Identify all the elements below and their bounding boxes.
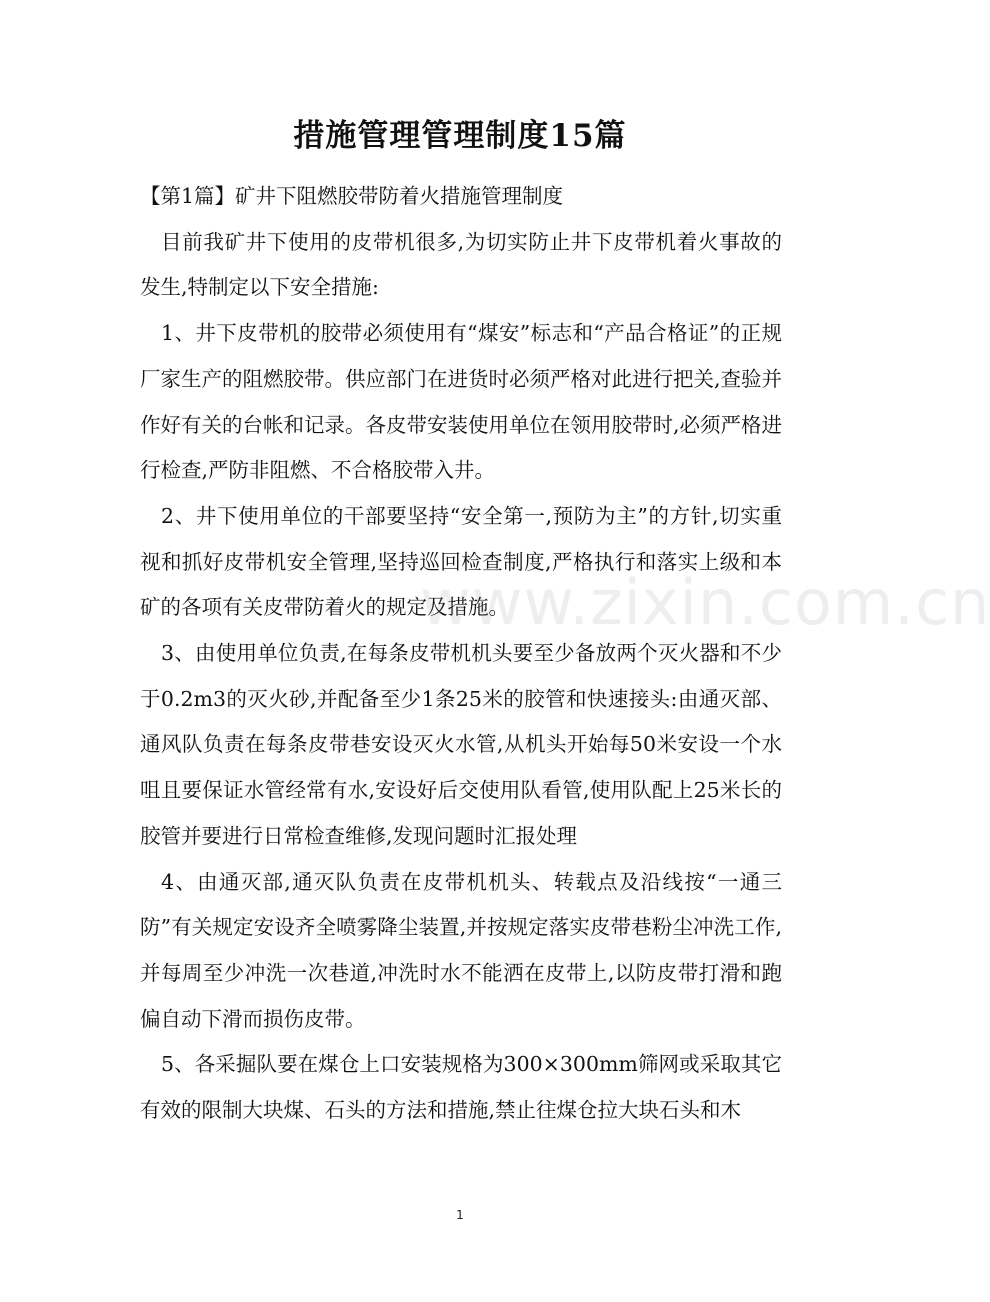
document-body bbox=[140, 174, 782, 1134]
paragraph-item-4: 4、由通灭部,通灭队负责在皮带机机头、转载点及沿线按“一通三防”有关规定安设齐全喷雾降尘装置,并按规定落实皮带巷粉尘冲洗工作,并每周至少冲洗一次巷道,冲洗时水不能洒在皮带上,以防皮带打滑和跑偏自动下滑而损伤皮带。 bbox=[140, 869, 782, 1031]
paragraph-item-3: 3、由使用单位负责,在每条皮带机机头要至少备放两个灭火器和不少于0.2m3的灭火砂,并配备至少1条25米的胶管和快速接头:由通灭部、通风队负责在每条皮带巷安设灭火水管,从机头开始每50米安设一个水咀且要保证水管经常有水,安设好后交使用队看管,使用队配上25米长的胶管并要进行日常检查维修,发现问题时汇报处理 bbox=[140, 641, 782, 848]
watermark: www.zixin.com.cn bbox=[420, 566, 990, 639]
document-title: 措施管理管理制度15篇 bbox=[293, 118, 627, 154]
page-number: 1 bbox=[456, 1208, 464, 1222]
paragraph-item-1: 1、井下皮带机的胶带必须使用有“煤安”标志和“产品合格证”的正规厂家生产的阻燃胶带。供应部门在进货时必须严格对此进行把关,查验并作好有关的台帐和记录。各皮带安装使用单位在领用胶带时,必须严格进行检查,严防非阻燃、不合格胶带入井。 bbox=[140, 321, 783, 483]
section-heading: 【第1篇】矿井下阻燃胶带防着火措施管理制度 bbox=[140, 184, 564, 208]
paragraph-item-2: 2、井下使用单位的干部要坚持“安全第一,预防为主”的方针,切实重视和抓好皮带机安全管理,坚持巡回检查制度,严格执行和落实上级和本矿的各项有关皮带防着火的规定及措施。 bbox=[140, 503, 782, 620]
paragraph-item-5: 5、各采掘队要在煤仓上口安装规格为300×300mm筛网或采取其它有效的限制大块煤、石头的方法和措施,禁止往煤仓拉大块石头和木 bbox=[140, 1052, 782, 1123]
paragraph-intro: 目前我矿井下使用的皮带机很多,为切实防止井下皮带机着火事故的发生,特制定以下安全措施: bbox=[140, 229, 782, 300]
